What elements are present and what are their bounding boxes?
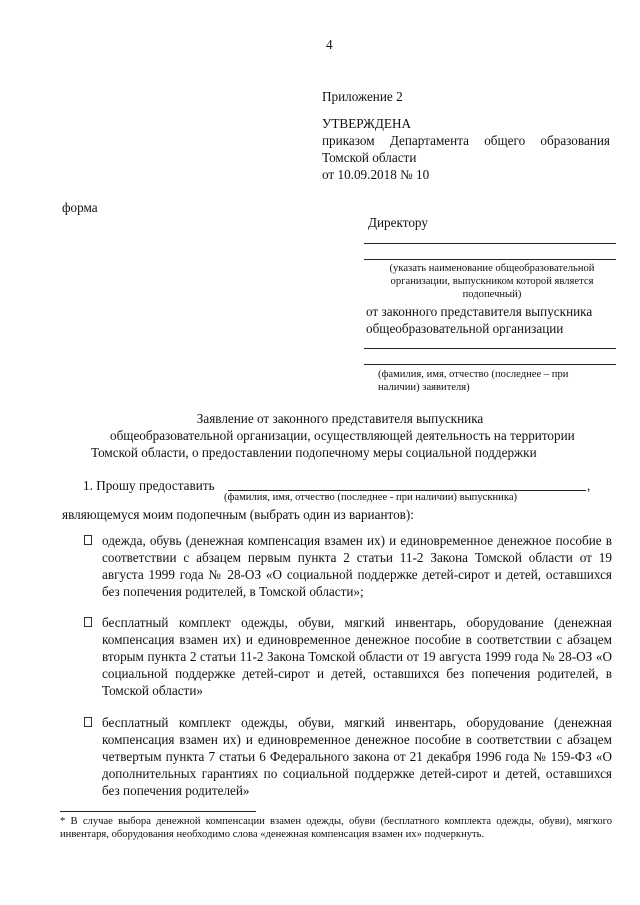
director-name-line[interactable] <box>364 243 616 244</box>
option-3-text: бесплатный комплект одежды, обуви, мягкий инвентарь, оборудование (денежная компенсация взамен их) и единовременное денежное пособие в соответствии с абзацем четвертым пункта 7 статьи 6 Федерального закона от 21 декабря 1996 года № 159-ФЗ «О дополнительных гарантиях по социальной поддержке детей-сирот и детей, оставшихся без попечения родителей» <box>102 715 612 798</box>
from-line-1: от законного представителя выпускника <box>366 304 593 319</box>
order-line-3: от 10.09.2018 № 10 <box>322 167 430 182</box>
title-line-3: Томской области, о предоставлении подопечному меры социальной поддержки <box>91 445 537 460</box>
form-label: форма <box>62 200 98 215</box>
from-line-2: общеобразовательной организации <box>366 321 564 336</box>
option-3-checkbox[interactable] <box>84 717 92 727</box>
applicant-name-line-2[interactable] <box>364 364 616 365</box>
option-2-checkbox[interactable] <box>84 617 92 627</box>
applicant-name-line-1[interactable] <box>364 348 616 349</box>
organization-hint: (указать наименование общеобразовательной организации, выпускником которой является подопечный) <box>389 263 595 300</box>
to-director: Директору <box>368 215 428 230</box>
graduate-name-hint: (фамилия, имя, отчество (последнее - при наличии) выпускника) <box>224 492 518 503</box>
organization-name-line[interactable] <box>364 259 616 260</box>
page-number: 4 <box>326 37 333 52</box>
approved-label: УТВЕРЖДЕНА <box>322 116 412 131</box>
footnote: * В случае выбора денежной компенсации взамен одежды, обуви (бесплатного комплекта одежды, обуви), мягкого инвентаря, оборудования необходимо слова «денежная компенсация взамен их» подчеркнуть. <box>60 816 612 840</box>
applicant-name-hint: (фамилия, имя, отчество (последнее – при наличии) заявителя) <box>378 369 569 393</box>
choose-option-text: являющемуся моим подопечным (выбрать один из вариантов): <box>62 507 414 522</box>
option-1-text: одежда, обувь (денежная компенсация взамен их) и единовременное денежное пособие в соответствии с абзацем первым пункта 2 статьи 11-2 Закона Томской области от 19 августа 1999 года № 28-ОЗ «О социальной поддержке детей-сирот и детей, оставшихся без попечения родителей, в Томской области»; <box>102 533 612 599</box>
option-1-checkbox[interactable] <box>84 535 92 545</box>
request-prefix: 1. Прошу предоставить <box>83 478 215 493</box>
request-comma: , <box>587 478 591 493</box>
order-line-2: Томской области <box>322 150 417 165</box>
footnote-separator <box>60 811 256 812</box>
appendix-label: Приложение 2 <box>322 89 403 104</box>
order-line-1: приказом Департамента общего образования <box>322 133 610 148</box>
title-line-2: общеобразовательной организации, осуществляющей деятельность на территории <box>110 428 575 443</box>
option-2-text: бесплатный комплект одежды, обуви, мягкий инвентарь, оборудование (денежная компенсация взамен их) и единовременное денежное пособие в соответствии с абзацем вторым пункта 2 статьи 11-2 Закона Томской области от 19 августа 1999 года № 28-ОЗ «О социальной поддержке детей-сирот и детей, оставшихся без попечения родителей, в Томской области» <box>102 615 612 698</box>
title-line-1: Заявление от законного представителя выпускника <box>196 411 484 426</box>
